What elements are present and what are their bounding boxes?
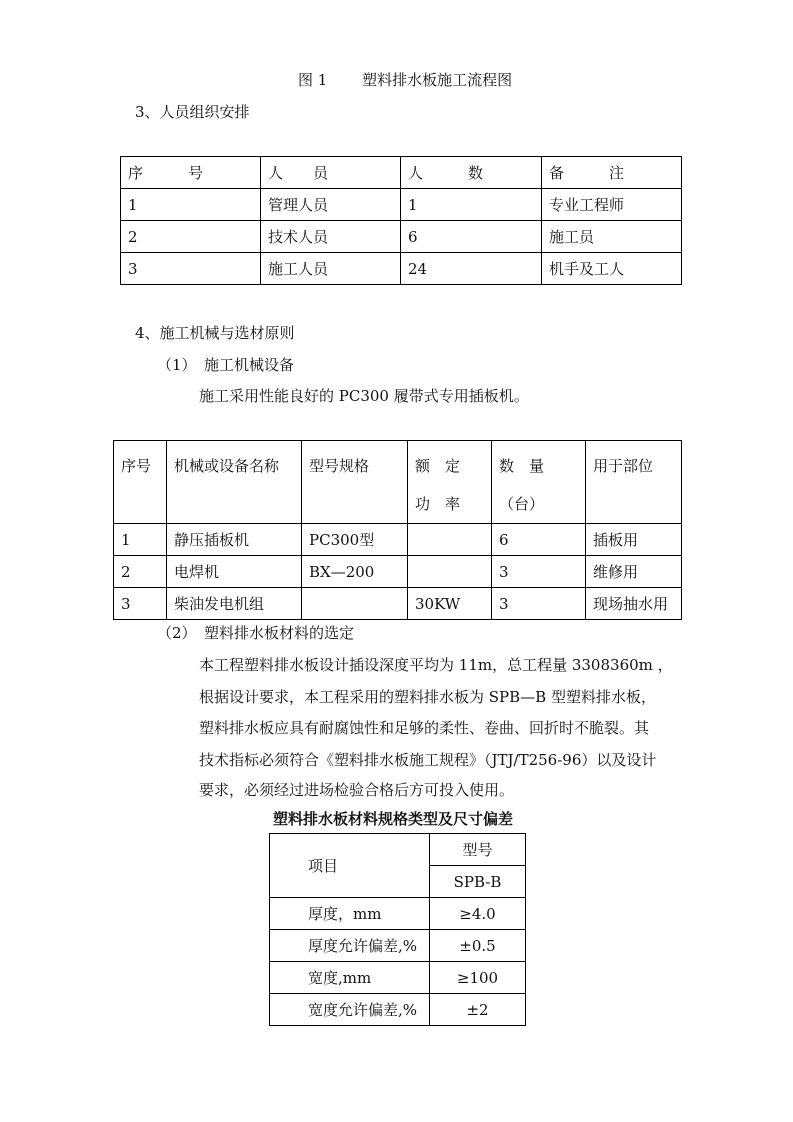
cell: 专业工程师 bbox=[542, 189, 682, 221]
cell: 厚度，mm bbox=[270, 898, 430, 930]
cell: ±2 bbox=[430, 994, 526, 1026]
cell: 施工员 bbox=[542, 221, 682, 253]
cell: 电焊机 bbox=[167, 556, 302, 588]
cell: 1 bbox=[114, 524, 167, 556]
cell: 3 bbox=[492, 556, 586, 588]
section-3-heading: 3、人员组织安排 bbox=[135, 103, 250, 121]
cell: 维修用 bbox=[586, 556, 682, 588]
header-cell: 人 员 bbox=[261, 157, 401, 189]
cell: 施工人员 bbox=[261, 253, 401, 285]
table-row bbox=[121, 221, 682, 253]
cell: 柴油发电机组 bbox=[167, 588, 302, 620]
table-row bbox=[270, 994, 526, 1026]
subsection-1-heading: （1） 施工机械设备 bbox=[157, 356, 295, 374]
header-cell: 型号 bbox=[430, 834, 526, 866]
cell: 24 bbox=[401, 253, 542, 285]
table-row bbox=[121, 189, 682, 221]
cell: PC300型 bbox=[302, 524, 408, 556]
cell: ≥4.0 bbox=[430, 898, 526, 930]
staff-table bbox=[120, 156, 682, 285]
cell: 3 bbox=[121, 253, 261, 285]
cell: 6 bbox=[492, 524, 586, 556]
cell: 3 bbox=[492, 588, 586, 620]
cell: 厚度允许偏差,% bbox=[270, 930, 430, 962]
cell: 2 bbox=[121, 221, 261, 253]
paragraph-line: 根据设计要求，本工程采用的塑料排水板为 SPB—B 型塑料排水板， bbox=[199, 688, 656, 706]
subsection-2-heading: （2） 塑料排水板材料的选定 bbox=[157, 624, 355, 642]
header-cell: 型号规格 bbox=[302, 441, 408, 524]
cell: 3 bbox=[114, 588, 167, 620]
table-header-row bbox=[121, 157, 682, 189]
header-cell: 项目 bbox=[270, 834, 430, 898]
cell: 静压插板机 bbox=[167, 524, 302, 556]
cell: 宽度,mm bbox=[270, 962, 430, 994]
figure-caption: 图 1 塑料排水板施工流程图 bbox=[298, 71, 513, 89]
cell: 现场抽水用 bbox=[586, 588, 682, 620]
cell: 1 bbox=[401, 189, 542, 221]
paragraph-line: 技术指标必须符合《塑料排水板施工规程》（JTJ/T256-96）以及设计 bbox=[199, 751, 657, 769]
header-line: 功 率 bbox=[415, 495, 461, 513]
subsection-1-text: 施工采用性能良好的 PC300 履带式专用插板机。 bbox=[199, 387, 529, 405]
table-row bbox=[270, 898, 526, 930]
table-row bbox=[114, 588, 682, 620]
cell: ≥100 bbox=[430, 962, 526, 994]
header-line: （台） bbox=[499, 495, 545, 513]
section-4-heading: 4、施工机械与选材原则 bbox=[135, 324, 295, 342]
spec-table bbox=[269, 833, 526, 1026]
header-cell: 机械或设备名称 bbox=[167, 441, 302, 524]
table-header-row bbox=[270, 834, 526, 866]
header-cell: 备 注 bbox=[542, 157, 682, 189]
cell: ±0.5 bbox=[430, 930, 526, 962]
table-row bbox=[114, 524, 682, 556]
paragraph-line: 要求，必须经过进场检验合格后方可投入使用。 bbox=[199, 781, 515, 799]
table-row bbox=[114, 556, 682, 588]
spec-table-title: 塑料排水板材料规格类型及尺寸偏差 bbox=[273, 810, 514, 828]
header-line: 额 定 bbox=[415, 457, 461, 475]
cell: 6 bbox=[401, 221, 542, 253]
header-cell: 人 数 bbox=[401, 157, 542, 189]
machine-table bbox=[113, 440, 682, 620]
header-cell bbox=[408, 441, 492, 524]
cell: 2 bbox=[114, 556, 167, 588]
header-cell: 序号 bbox=[114, 441, 167, 524]
cell: 插板用 bbox=[586, 524, 682, 556]
cell bbox=[408, 524, 492, 556]
paragraph-line: 塑料排水板应具有耐腐蚀性和足够的柔性、卷曲、回折时不脆裂。其 bbox=[199, 719, 650, 737]
cell: 30KW bbox=[408, 588, 492, 620]
paragraph-line: 本工程塑料排水板设计插设深度平均为 11m，总工程量 3308360m ， bbox=[199, 656, 673, 674]
table-row bbox=[270, 930, 526, 962]
cell: 宽度允许偏差,% bbox=[270, 994, 430, 1026]
header-line: 数 量 bbox=[499, 457, 545, 475]
cell: 1 bbox=[121, 189, 261, 221]
header-cell: SPB-B bbox=[430, 866, 526, 898]
cell: BX—200 bbox=[302, 556, 408, 588]
cell: 管理人员 bbox=[261, 189, 401, 221]
table-row bbox=[270, 962, 526, 994]
header-cell bbox=[492, 441, 586, 524]
cell: 机手及工人 bbox=[542, 253, 682, 285]
table-row bbox=[121, 253, 682, 285]
cell bbox=[408, 556, 492, 588]
table-header-row bbox=[114, 441, 682, 524]
cell bbox=[302, 588, 408, 620]
header-cell: 用于部位 bbox=[586, 441, 682, 524]
header-cell: 序 号 bbox=[121, 157, 261, 189]
cell: 技术人员 bbox=[261, 221, 401, 253]
